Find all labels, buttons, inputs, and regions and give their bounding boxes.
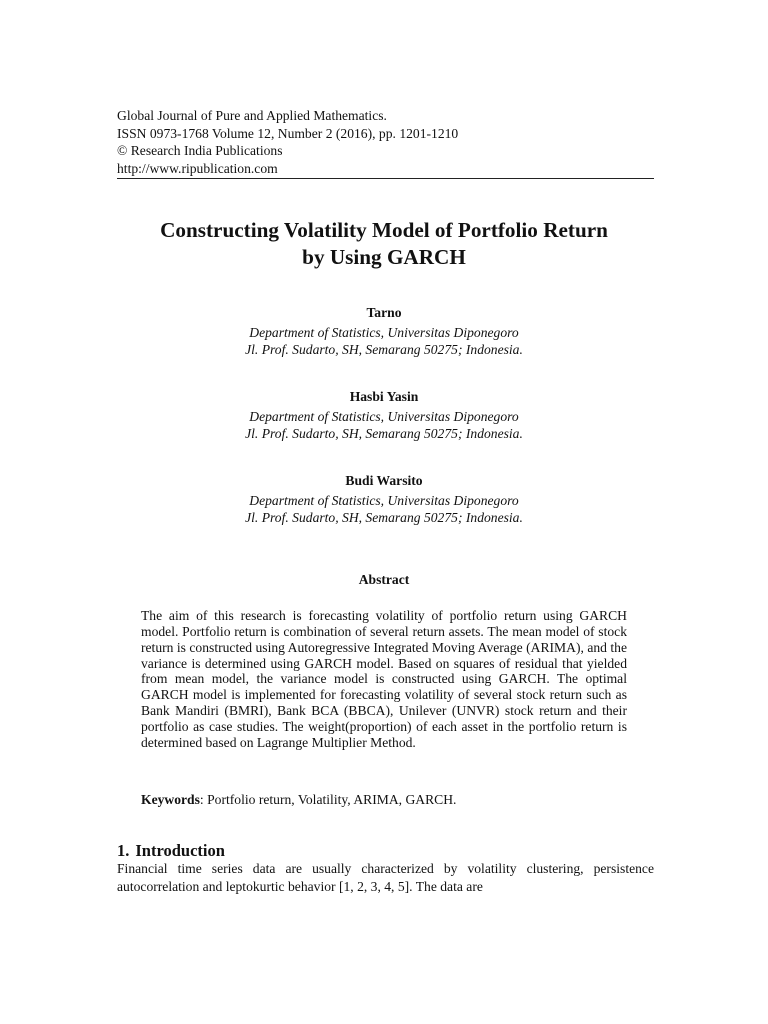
section-heading-introduction: [117, 841, 225, 861]
author-department: Department of Statistics, Universitas Diponegoro: [249, 493, 519, 508]
keywords-text: : Portfolio return, Volatility, ARIMA, GARCH.: [199, 792, 457, 807]
author-address: Jl. Prof. Sudarto, SH, Semarang 50275; Indonesia.: [245, 342, 523, 357]
introduction-body: Financial time series data are usually characterized by volatility clustering, persistence autocorrelation and leptokurtic behavior [1, 2, 3, 4, 5]. The data are: [117, 861, 654, 894]
author-block: [100, 472, 668, 526]
author-block: [100, 304, 668, 358]
author-department: Department of Statistics, Universitas Diponegoro: [249, 325, 519, 340]
keywords-line: [141, 792, 627, 808]
header-divider: [117, 178, 654, 179]
journal-issn: ISSN 0973-1768 Volume 12, Number 2 (2016), pp. 1201-1210: [117, 125, 459, 141]
author-department: Department of Statistics, Universitas Diponegoro: [249, 409, 519, 424]
keywords-label: Keywords: [141, 792, 200, 807]
author-name: Hasbi Yasin: [349, 389, 419, 404]
journal-header: [117, 107, 654, 177]
abstract-heading: Abstract: [358, 572, 410, 587]
journal-url[interactable]: http://www.ripublication.com: [117, 160, 278, 176]
journal-name: Global Journal of Pure and Applied Mathematics.: [117, 108, 387, 123]
paper-title-line-1: Constructing Volatility Model of Portfolio Return: [160, 218, 608, 242]
section-title: Introduction: [135, 841, 225, 860]
author-name: Tarno: [366, 305, 402, 320]
author-name: Budi Warsito: [345, 473, 423, 488]
author-address: Jl. Prof. Sudarto, SH, Semarang 50275; Indonesia.: [245, 510, 523, 525]
paper-title: [100, 217, 668, 271]
author-address: Jl. Prof. Sudarto, SH, Semarang 50275; Indonesia.: [245, 426, 523, 441]
section-number: 1.: [117, 841, 130, 860]
journal-publisher: © Research India Publications: [117, 143, 283, 158]
abstract-body: The aim of this research is forecasting volatility of portfolio return using GARCH model. Portfolio return is combination of several return assets. The mean model of stock return is constructed using Autoregressive Integrated Moving Average (ARIMA), and the variance is determined using GARCH model. Based on squares of residual that yielded from mean model, the variance model is constructed using GARCH. The optimal GARCH model is implemented for forecasting volatility of several stock return such as Bank Mandiri (BMRI), Bank BCA (BBCA), Unilever (UNVR) stock return and their portfolio as case studies. The weight(proportion) of each asset in the portfolio return is determined based on Lagrange Multiplier Method.: [141, 608, 627, 750]
paper-title-line-2: by Using GARCH: [302, 245, 466, 269]
author-block: [100, 388, 668, 442]
